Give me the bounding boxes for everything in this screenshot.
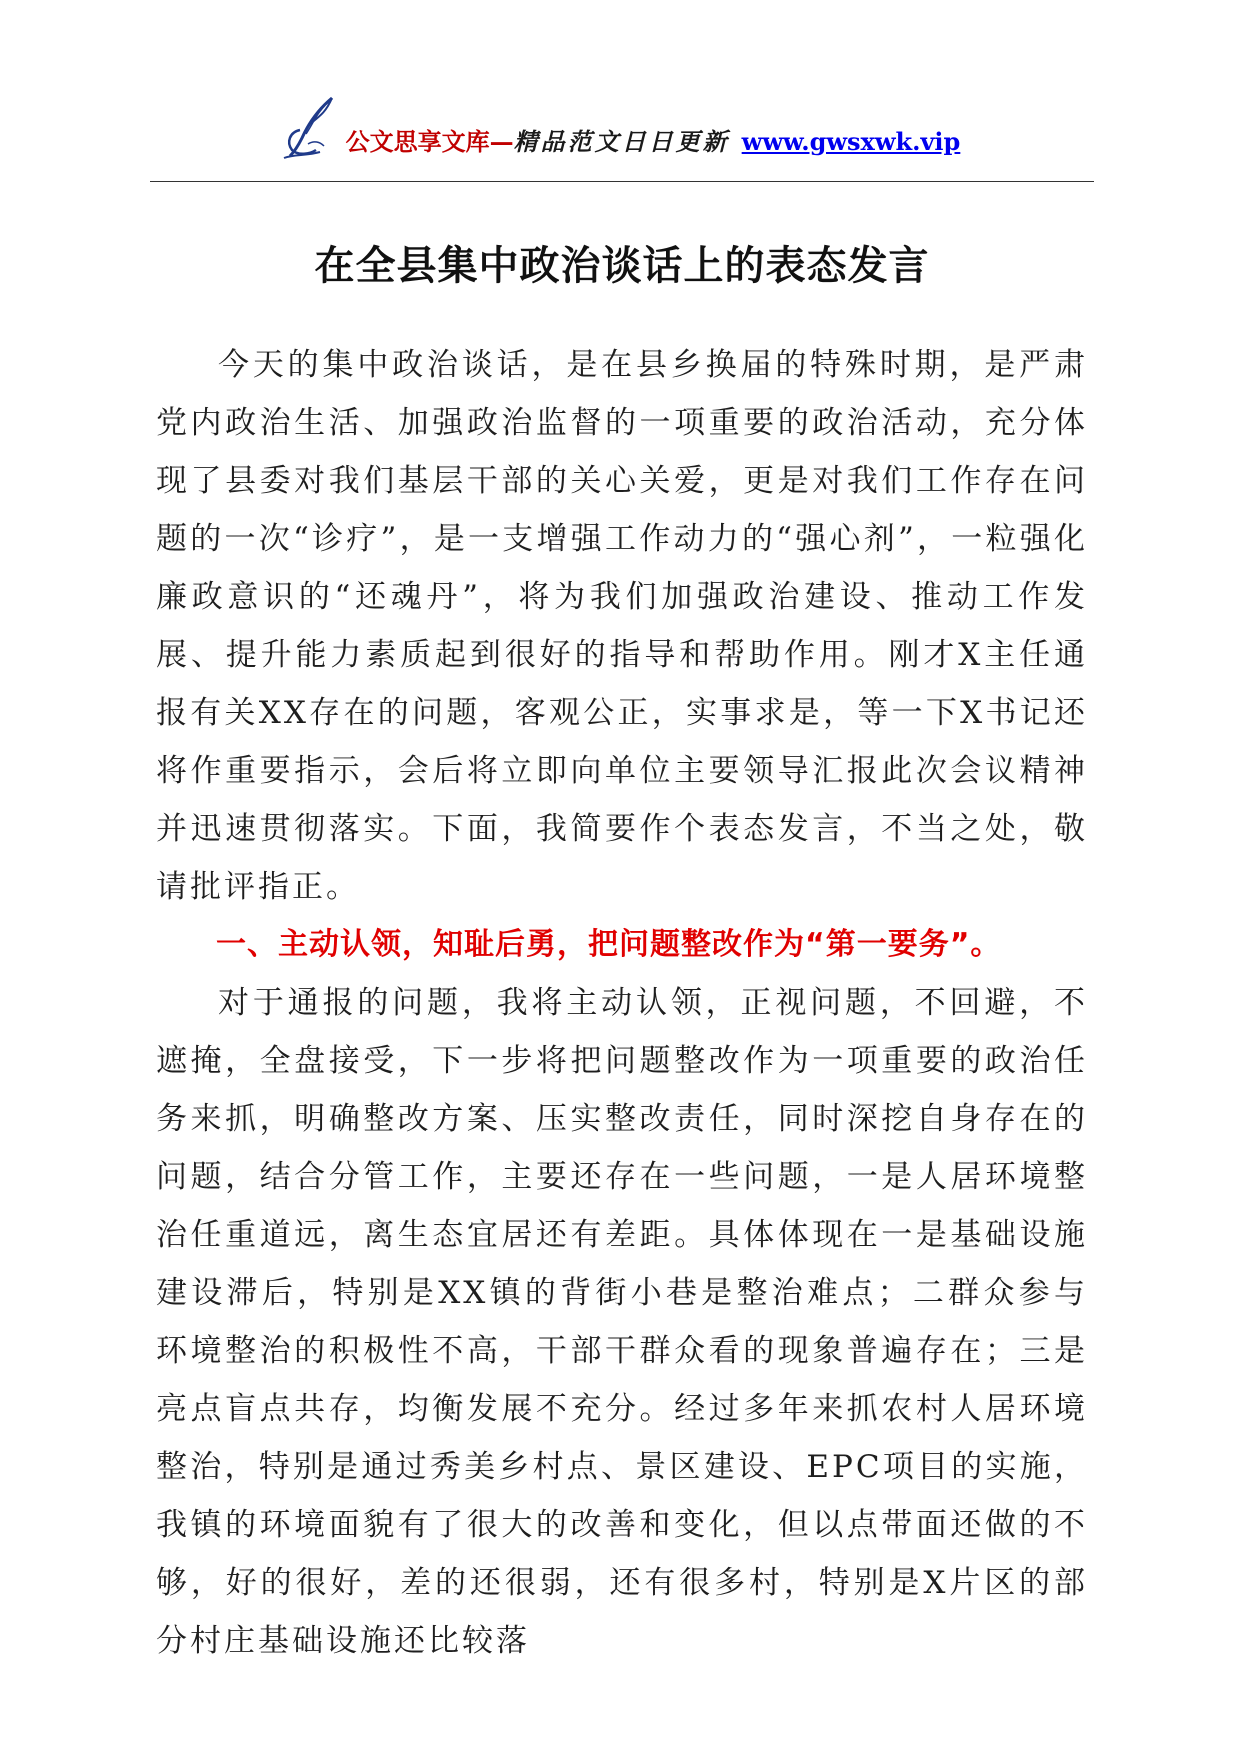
document-title: 在全县集中政治谈话上的表态发言 [314, 243, 930, 289]
header-divider [150, 181, 1094, 182]
site-url-link[interactable]: www.gwsxwk.vip [741, 127, 961, 156]
page-header [150, 80, 1090, 172]
header-text [346, 124, 961, 160]
section-heading-1: 一、主动认领，知耻后勇，把问题整改作为“第一要务”。 [216, 927, 1002, 962]
brand-name: 公文思享文库 [345, 127, 490, 156]
paragraph-section-1: 对于通报的问题，我将主动认领，正视问题，不回避，不遮掩，全盘接受，下一步将把问题整改作为一项重要的政治任务来抓，明确整改方案、压实整改责任，同时深挖自身存在的问题，结合分管工作，主要还存在一些问题，一是人居环境整治任重道远，离生态宜居还有差距。具体体现在一是基础设施建设滞后，特别是XX镇的背街小巷是整治难点；二群众参与环境整治的积极性不高，干部干群众看的现象普遍存在；三是亮点盲点共存，均衡发展不充分。经过多年来抓农村人居环境整治，特别是通过秀美乡村点、景区建设、EPC项目的实施，我镇的环境面貌有了很大的改善和变化，但以点带面还做的不够，好的很好，差的还很弱，还有很多村，特别是X片区的部分村庄基础设施还比较落 [156, 985, 1088, 1659]
paragraph-intro: 今天的集中政治谈话，是在县乡换届的特殊时期，是严肃党内政治生活、加强政治监督的一项重要的政治活动，充分体现了县委对我们基层干部的关心关爱，更是对我们工作存在问题的一次“诊疗”，是一支增强工作动力的“强心剂”，一粒强化廉政意识的“还魂丹”，将为我们加强政治建设、推动工作发展、提升能力素质起到很好的指导和帮助作用。刚才X主任通报有关XX存在的问题，客观公正，实事求是，等一下X书记还将作重要指示，会后将立即向单位主要领导汇报此次会议精神并迅速贯彻落实。下面，我简要作个表态发言，不当之处，敬请批评指正。 [156, 347, 1088, 905]
header-separator: — [489, 127, 514, 156]
document-body [156, 336, 1088, 1670]
quill-pen-logo-icon [280, 94, 340, 164]
header-slogan: 精品范文日日更新 [513, 127, 730, 156]
